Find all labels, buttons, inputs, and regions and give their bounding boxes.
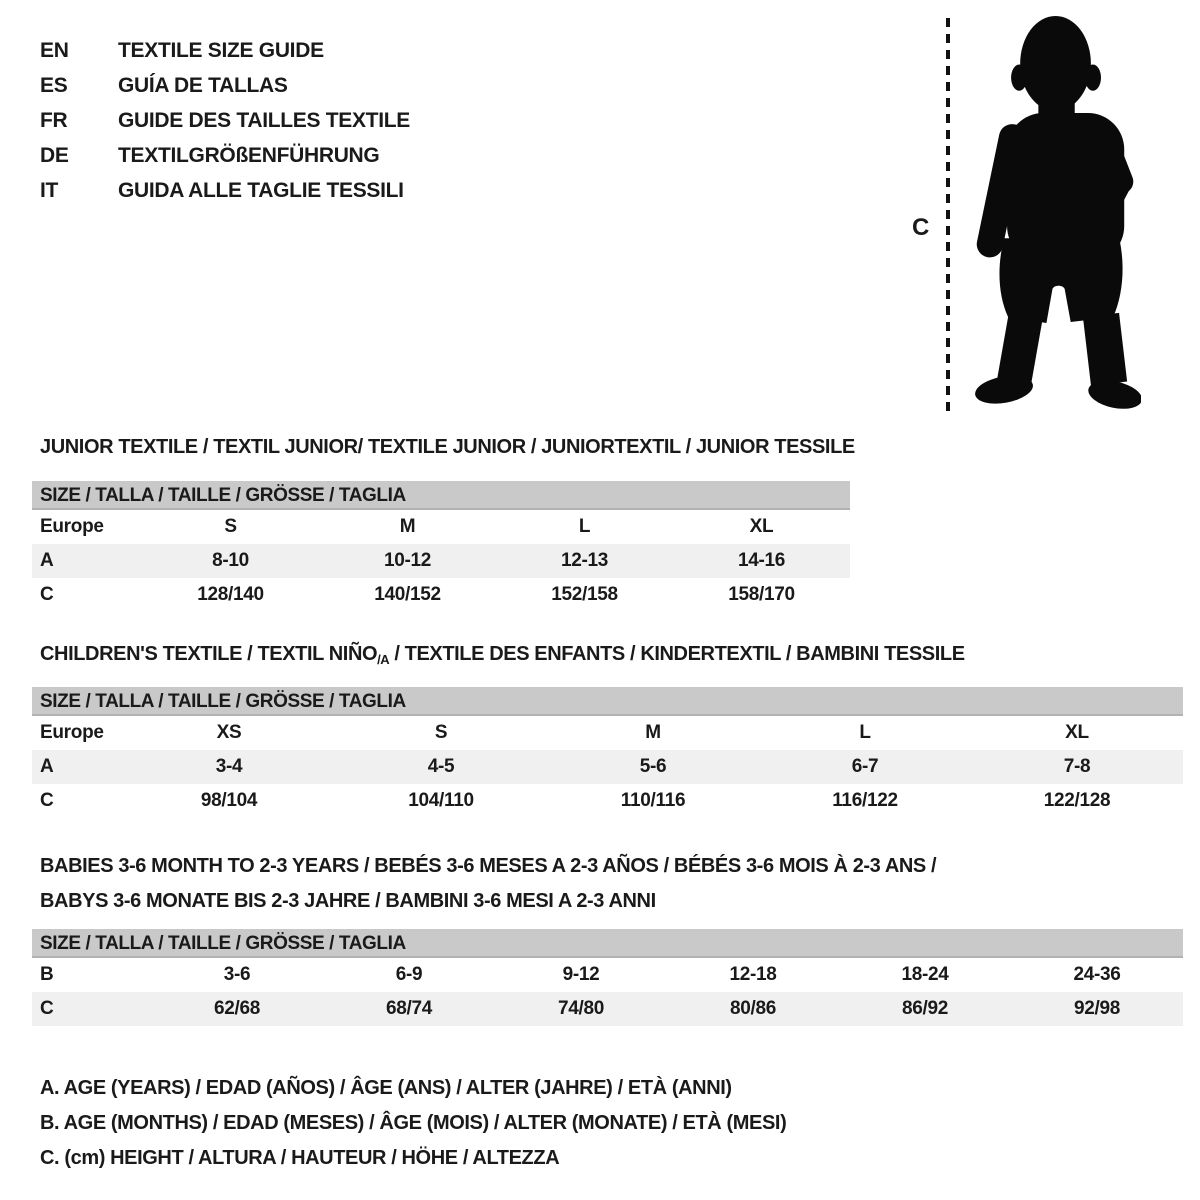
value-cell: 92/98 xyxy=(1011,992,1183,1026)
value-cell: 122/128 xyxy=(1043,790,1111,811)
value-cell: 116/122 xyxy=(832,790,898,811)
lang-title: GUIDE DES TAILLES TEXTILE xyxy=(118,109,410,132)
value-cell: 24-36 xyxy=(1073,964,1121,985)
value-cell: 62/68 xyxy=(151,992,323,1026)
height-measure-label: C xyxy=(912,214,930,241)
size-cell: XL xyxy=(749,516,774,537)
value-cell: 8-10 xyxy=(142,544,319,578)
table-row xyxy=(32,958,1183,992)
table-row xyxy=(32,544,850,578)
value-cell: 14-16 xyxy=(673,544,850,578)
row-label: B xyxy=(40,964,54,985)
size-cell: L xyxy=(578,516,591,537)
size-header-bar: SIZE / TALLA / TAILLE / GRÖSSE / TAGLIA xyxy=(32,481,850,510)
value-cell: 10-12 xyxy=(319,544,496,578)
lang-row-de xyxy=(40,138,410,173)
value-cell: 98/104 xyxy=(200,790,258,811)
lang-title: GUIDA ALLE TAGLIE TESSILI xyxy=(118,179,404,202)
lang-code: DE xyxy=(40,144,69,167)
lang-title: GUÍA DE TALLAS xyxy=(118,74,288,97)
value-cell: 110/116 xyxy=(620,790,686,811)
value-cell: 18-24 xyxy=(901,964,949,985)
babies-title-line2: BABYS 3-6 MONATE BIS 2-3 JAHRE / BAMBINI 3-6 MESI A 2-3 ANNI xyxy=(40,890,656,912)
lang-row-it xyxy=(40,173,410,208)
row-label: C xyxy=(40,584,54,605)
value-cell: 5-6 xyxy=(547,750,759,784)
value-cell: 104/110 xyxy=(408,790,474,811)
height-dashed-line xyxy=(945,16,951,418)
lang-code: ES xyxy=(40,74,68,97)
table-row xyxy=(32,992,1183,1026)
children-title-suffix: / TEXTILE DES ENFANTS / KINDERTEXTIL / BAMBINI TESSILE xyxy=(389,643,965,665)
size-cell: L xyxy=(859,722,871,743)
value-cell: 80/86 xyxy=(667,992,839,1026)
lang-code: FR xyxy=(40,109,68,132)
lang-row-es xyxy=(40,68,410,103)
babies-table xyxy=(32,929,1183,1026)
row-label: Europe xyxy=(40,516,104,537)
lang-code: IT xyxy=(40,179,59,202)
junior-table xyxy=(32,481,850,612)
row-label: C xyxy=(40,790,54,811)
table-row xyxy=(32,750,1183,784)
lang-title: TEXTILGRÖßENFÜHRUNG xyxy=(118,144,380,167)
value-cell: 158/170 xyxy=(728,584,795,605)
size-header-bar: SIZE / TALLA / TAILLE / GRÖSSE / TAGLIA xyxy=(32,929,1183,958)
babies-section-title xyxy=(40,849,936,919)
table-row xyxy=(32,784,1183,818)
lang-row-en xyxy=(40,33,410,68)
footnote-a: A. AGE (YEARS) / EDAD (AÑOS) / ÂGE (ANS) / ALTER (JAHRE) / ETÀ (ANNI) xyxy=(40,1077,732,1099)
children-section-title xyxy=(40,643,965,667)
size-cell: M xyxy=(645,722,661,743)
value-cell: 140/152 xyxy=(374,584,441,605)
children-title-prefix: CHILDREN'S TEXTILE / TEXTIL NIÑO xyxy=(40,643,378,665)
value-cell: 152/158 xyxy=(551,584,618,605)
value-cell: 3-6 xyxy=(223,964,251,985)
value-cell: 7-8 xyxy=(971,750,1183,784)
size-cell: S xyxy=(224,516,237,537)
lang-code: EN xyxy=(40,39,69,62)
size-cell: S xyxy=(434,722,448,743)
table-row xyxy=(32,578,850,612)
value-cell: 12-18 xyxy=(729,964,777,985)
footnote-legend xyxy=(40,1071,786,1176)
size-cell: XL xyxy=(1065,722,1089,743)
row-label: A xyxy=(32,750,123,784)
value-cell: 86/92 xyxy=(839,992,1011,1026)
row-label: C xyxy=(32,992,151,1026)
toddler-silhouette-icon xyxy=(963,14,1141,418)
value-cell: 6-9 xyxy=(395,964,423,985)
table-row xyxy=(32,510,850,544)
footnote-b: B. AGE (MONTHS) / EDAD (MESES) / ÂGE (MOIS) / ALTER (MONATE) / ETÀ (MESI) xyxy=(40,1112,787,1134)
value-cell: 6-7 xyxy=(759,750,971,784)
value-cell: 74/80 xyxy=(495,992,667,1026)
size-cell: XS xyxy=(216,722,242,743)
value-cell: 128/140 xyxy=(197,584,264,605)
children-table xyxy=(32,687,1183,818)
size-header-bar: SIZE / TALLA / TAILLE / GRÖSSE / TAGLIA xyxy=(32,687,1183,716)
lang-row-fr xyxy=(40,103,410,138)
babies-title-line1: BABIES 3-6 MONTH TO 2-3 YEARS / BEBÉS 3-6 MESES A 2-3 AÑOS / BÉBÉS 3-6 MOIS À 2-3 ANS / xyxy=(40,855,937,877)
table-row xyxy=(32,716,1183,750)
row-label: A xyxy=(32,544,142,578)
footnote-c: C. (cm) HEIGHT / ALTURA / HAUTEUR / HÖHE / ALTEZZA xyxy=(40,1147,560,1169)
value-cell: 3-4 xyxy=(123,750,335,784)
value-cell: 12-13 xyxy=(496,544,673,578)
size-cell: M xyxy=(399,516,416,537)
children-title-sub: /A xyxy=(377,652,390,667)
language-title-list xyxy=(40,33,410,208)
value-cell: 9-12 xyxy=(562,964,600,985)
junior-section-title: JUNIOR TEXTILE / TEXTIL JUNIOR/ TEXTILE JUNIOR / JUNIORTEXTIL / JUNIOR TESSILE xyxy=(40,436,855,458)
value-cell: 68/74 xyxy=(323,992,495,1026)
value-cell: 4-5 xyxy=(335,750,547,784)
lang-title: TEXTILE SIZE GUIDE xyxy=(118,39,324,62)
row-label: Europe xyxy=(40,722,104,743)
